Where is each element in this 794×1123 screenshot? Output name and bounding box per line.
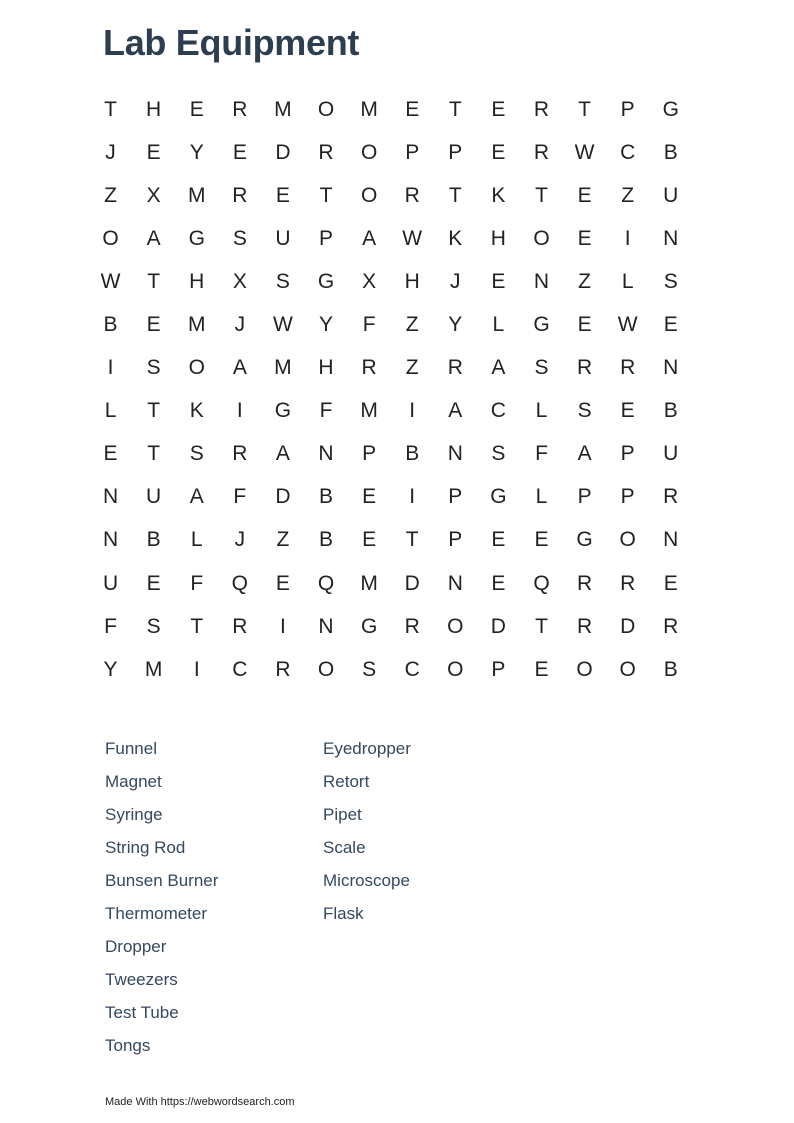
grid-letter: J xyxy=(234,528,246,552)
grid-letter: E xyxy=(146,313,161,337)
grid-letter: E xyxy=(405,97,420,121)
grid-letter: P xyxy=(448,528,463,552)
grid-letter: P xyxy=(319,226,334,250)
grid-letter: E xyxy=(146,140,161,164)
grid-letter: H xyxy=(189,269,205,293)
grid-letter: I xyxy=(236,399,243,423)
grid-letter: I xyxy=(409,485,416,509)
grid-letter: C xyxy=(620,140,636,164)
grid-letter: E xyxy=(491,528,506,552)
word-list-item: Dropper xyxy=(105,937,167,956)
word-list-item: Flask xyxy=(323,904,364,923)
grid-letter: Y xyxy=(319,313,334,337)
grid-letter: P xyxy=(405,140,420,164)
grid-letter: P xyxy=(577,485,592,509)
grid-letter: S xyxy=(275,269,290,293)
grid-letter: T xyxy=(535,183,548,207)
grid-letter: K xyxy=(189,399,204,423)
grid-letter: R xyxy=(576,614,593,638)
grid-letter: N xyxy=(447,442,463,466)
grid-letter: D xyxy=(490,614,506,638)
grid-letter: A xyxy=(362,226,377,250)
grid-letter: W xyxy=(402,226,423,250)
grid-letter: Z xyxy=(104,183,117,207)
grid-letter: G xyxy=(360,614,378,638)
grid-letter: P xyxy=(362,442,377,466)
grid-letter: N xyxy=(102,528,119,552)
grid-letter: R xyxy=(275,657,291,681)
grid-letter: J xyxy=(450,269,461,293)
grid-letter: R xyxy=(447,356,463,380)
grid-letter: F xyxy=(190,571,204,595)
grid-letter: P xyxy=(620,485,635,509)
grid-letter: W xyxy=(100,269,121,293)
grid-letter: E xyxy=(362,485,377,509)
grid-letter: S xyxy=(146,356,161,380)
grid-letter: I xyxy=(624,226,631,250)
grid-letter: L xyxy=(190,528,203,552)
grid-letter: Z xyxy=(578,269,591,293)
grid-letter: B xyxy=(319,485,334,509)
grid-letter: U xyxy=(102,571,119,595)
grid-letter: B xyxy=(146,528,161,552)
grid-letter: K xyxy=(448,226,463,250)
grid-letter: E xyxy=(103,442,118,466)
grid-letter: Q xyxy=(231,571,248,595)
grid-letter: R xyxy=(404,614,420,638)
grid-letter: R xyxy=(533,97,550,121)
grid-letter: E xyxy=(146,571,161,595)
grid-letter: R xyxy=(576,356,593,380)
grid-letter: O xyxy=(360,140,378,164)
grid-letter: Q xyxy=(317,571,335,595)
grid-letter: P xyxy=(620,442,635,466)
grid-letter: R xyxy=(232,183,248,207)
grid-letter: A xyxy=(146,226,161,250)
grid-letter: Y xyxy=(448,313,463,337)
grid-letter: D xyxy=(275,485,291,509)
grid-letter: T xyxy=(190,614,204,638)
grid-letter: A xyxy=(448,399,463,423)
word-list-item: Funnel xyxy=(105,739,157,758)
grid-letter: O xyxy=(619,657,636,681)
grid-letter: M xyxy=(360,97,378,121)
grid-letter: N xyxy=(318,442,334,466)
word-list-item: Scale xyxy=(323,838,366,857)
grid-letter: L xyxy=(104,399,117,423)
grid-letter: S xyxy=(491,442,506,466)
grid-letter: B xyxy=(319,528,334,552)
grid-letter: H xyxy=(318,356,334,380)
grid-letter: P xyxy=(620,97,635,121)
grid-letter: N xyxy=(663,226,679,250)
grid-letter: E xyxy=(620,399,635,423)
word-list-item: Microscope xyxy=(323,871,410,890)
grid-letter: M xyxy=(274,356,292,380)
grid-letter: D xyxy=(404,571,420,595)
grid-letter: H xyxy=(490,226,506,250)
grid-letter: E xyxy=(491,269,506,293)
grid-letter: O xyxy=(317,657,335,681)
grid-letter: I xyxy=(409,399,416,423)
word-list xyxy=(105,737,541,1067)
grid-letter: H xyxy=(404,269,420,293)
grid-letter: D xyxy=(275,140,291,164)
grid-letter: S xyxy=(232,226,247,250)
grid-letter: N xyxy=(533,269,550,293)
grid-letter: J xyxy=(105,140,116,164)
grid-letter: B xyxy=(103,313,118,337)
grid-letter: N xyxy=(663,356,679,380)
grid-letter: F xyxy=(535,442,548,466)
grid-letter: U xyxy=(663,442,679,466)
grid-letter: T xyxy=(147,269,161,293)
word-list-item: String Rod xyxy=(105,838,186,857)
grid-letter: N xyxy=(318,614,334,638)
word-list-item: Syringe xyxy=(105,805,163,824)
grid-letter: A xyxy=(275,442,290,466)
grid-letter: G xyxy=(274,399,292,423)
grid-letter: R xyxy=(318,140,334,164)
grid-letter: M xyxy=(274,97,292,121)
grid-letter: S xyxy=(577,399,592,423)
grid-letter: R xyxy=(663,614,679,638)
grid-letter: T xyxy=(578,97,591,121)
word-list-item: Magnet xyxy=(105,772,162,791)
grid-letter: P xyxy=(448,485,463,509)
grid-letter: S xyxy=(534,356,549,380)
grid-letter: G xyxy=(188,226,205,250)
grid-letter: R xyxy=(232,614,248,638)
grid-letter: B xyxy=(405,442,420,466)
word-list-item: Tweezers xyxy=(105,970,178,989)
grid-letter: Y xyxy=(189,140,204,164)
grid-letter: W xyxy=(574,140,595,164)
grid-letter: U xyxy=(663,183,679,207)
grid-letter: Q xyxy=(533,571,550,595)
grid-letter: C xyxy=(490,399,506,423)
grid-letter: I xyxy=(280,614,286,638)
grid-letter: O xyxy=(533,226,550,250)
grid-letter: R xyxy=(663,485,679,509)
grid-letter: G xyxy=(317,269,335,293)
word-list-column xyxy=(323,737,541,1067)
grid-letter: E xyxy=(491,140,506,164)
grid-letter: M xyxy=(360,571,378,595)
grid-letter: E xyxy=(577,226,592,250)
grid-letter: A xyxy=(491,356,506,380)
grid-letter: I xyxy=(193,657,200,681)
grid-letter: E xyxy=(275,183,290,207)
grid-letter: M xyxy=(144,657,163,681)
grid-letter: G xyxy=(490,485,507,509)
grid-letter: G xyxy=(533,313,550,337)
grid-letter: E xyxy=(534,657,549,681)
grid-letter: X xyxy=(362,269,377,293)
grid-letter: X xyxy=(232,269,247,293)
grid-letter: F xyxy=(362,313,376,337)
page-title: Lab Equipment xyxy=(103,22,360,63)
grid-letter: O xyxy=(360,183,378,207)
grid-letter: A xyxy=(232,356,247,380)
letter-grid xyxy=(89,88,692,691)
grid-letter: O xyxy=(619,528,636,552)
grid-letter: Z xyxy=(621,183,635,207)
grid-letter: N xyxy=(447,571,463,595)
grid-letter: E xyxy=(275,571,290,595)
grid-letter: N xyxy=(102,485,119,509)
grid-letter: S xyxy=(362,657,377,681)
grid-letter: R xyxy=(361,356,377,380)
grid-letter: X xyxy=(146,183,161,207)
grid-letter: S xyxy=(189,442,204,466)
grid-letter: C xyxy=(404,657,420,681)
grid-letter: J xyxy=(234,313,246,337)
grid-letter: E xyxy=(362,528,377,552)
grid-letter: E xyxy=(491,97,506,121)
grid-letter: F xyxy=(319,399,333,423)
grid-letter: R xyxy=(232,442,248,466)
grid-letter: T xyxy=(147,442,161,466)
grid-letter: E xyxy=(577,313,592,337)
word-list-item: Retort xyxy=(323,772,370,791)
grid-letter: E xyxy=(663,313,678,337)
grid-letter: P xyxy=(491,657,506,681)
grid-letter: R xyxy=(620,571,636,595)
grid-letter: O xyxy=(102,226,119,250)
grid-letter: S xyxy=(146,614,161,638)
grid-letter: M xyxy=(187,183,206,207)
grid-letter: U xyxy=(146,485,162,509)
grid-letter: T xyxy=(405,528,419,552)
grid-letter: B xyxy=(663,657,678,681)
grid-letter: M xyxy=(187,313,206,337)
word-list-column xyxy=(105,737,323,1067)
word-list-item: Bunsen Burner xyxy=(105,871,219,890)
grid-letter: Z xyxy=(276,528,290,552)
grid-letter: B xyxy=(663,399,678,423)
grid-letter: R xyxy=(620,356,636,380)
grid-letter: A xyxy=(577,442,592,466)
grid-letter: M xyxy=(360,399,378,423)
grid-letter: G xyxy=(662,97,679,121)
grid-letter: L xyxy=(535,399,548,423)
grid-letter: T xyxy=(147,399,161,423)
grid-letter: E xyxy=(491,571,506,595)
grid-letter: G xyxy=(576,528,593,552)
word-list-item: Pipet xyxy=(323,805,362,824)
grid-letter: T xyxy=(319,183,333,207)
footer-credit: Made With https://webwordsearch.com xyxy=(105,1096,295,1108)
grid-letter: N xyxy=(663,528,679,552)
grid-letter: F xyxy=(233,485,247,509)
grid-letter: O xyxy=(188,356,205,380)
grid-letter: Z xyxy=(405,313,419,337)
grid-letter: E xyxy=(577,183,592,207)
word-list-item: Thermometer xyxy=(105,904,208,923)
grid-letter: T xyxy=(535,614,548,638)
grid-letter: R xyxy=(576,571,593,595)
grid-letter: O xyxy=(447,657,464,681)
grid-letter: Z xyxy=(405,356,419,380)
grid-letter: O xyxy=(447,614,464,638)
grid-letter: R xyxy=(232,97,248,121)
grid-letter: F xyxy=(104,614,117,638)
grid-letter: K xyxy=(491,183,506,207)
grid-letter: L xyxy=(621,269,634,293)
grid-letter: O xyxy=(576,657,593,681)
word-list-item: Tongs xyxy=(105,1036,151,1055)
grid-letter: L xyxy=(535,485,548,509)
word-list-item: Eyedropper xyxy=(323,739,411,758)
grid-letter: H xyxy=(146,97,162,121)
grid-letter: P xyxy=(448,140,463,164)
grid-letter: O xyxy=(317,97,335,121)
grid-letter: R xyxy=(533,140,550,164)
grid-letter: T xyxy=(448,97,462,121)
grid-letter: A xyxy=(189,485,204,509)
grid-letter: R xyxy=(404,183,420,207)
grid-letter: D xyxy=(620,614,636,638)
grid-letter: B xyxy=(663,140,678,164)
grid-letter: T xyxy=(104,97,117,121)
grid-letter: I xyxy=(107,356,114,380)
grid-letter: E xyxy=(663,571,678,595)
grid-letter: U xyxy=(275,226,291,250)
grid-letter: L xyxy=(492,313,505,337)
grid-letter: E xyxy=(232,140,247,164)
grid-letter: S xyxy=(663,269,678,293)
grid-letter: W xyxy=(273,313,293,337)
grid-letter: T xyxy=(448,183,462,207)
grid-letter: C xyxy=(232,657,248,681)
grid-letter: E xyxy=(534,528,549,552)
grid-letter: Y xyxy=(103,657,118,681)
grid-letter: E xyxy=(189,97,204,121)
grid-letter: W xyxy=(617,313,638,337)
word-list-item: Test Tube xyxy=(105,1003,179,1022)
